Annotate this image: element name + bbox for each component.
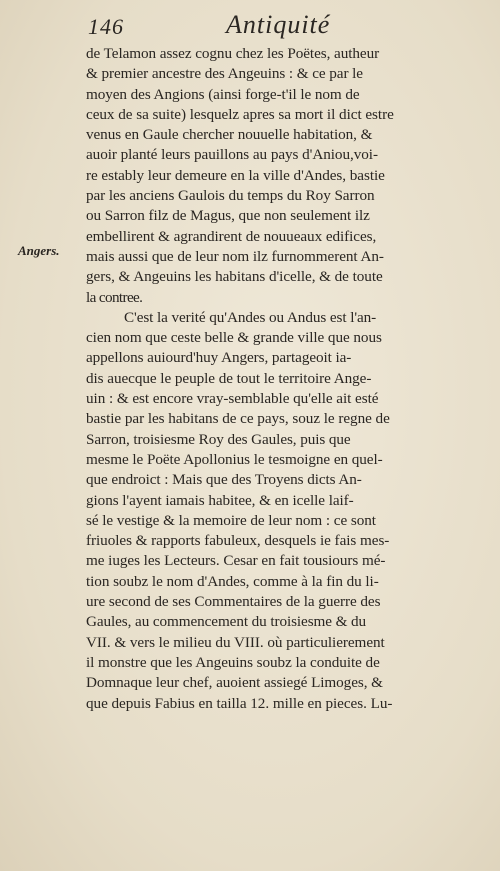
text-line: cien nom que ceste belle & grande ville que nous — [86, 329, 382, 347]
text-line: ceux de sa suite) lesquelz apres sa mort il dict estre — [86, 105, 394, 123]
text-line: il monstre que les Angeuins soubz la conduite de — [86, 653, 380, 671]
text-line: moyen des Angions (ainsi forge-t'il le nom de — [86, 85, 360, 103]
text-line: & premier ancestre des Angeuins : & ce par le — [86, 65, 363, 83]
text-line: embellirent & agrandirent de nouueaux edifices, — [86, 227, 377, 245]
text-line: Domnaque leur chef, auoient assiegé Limoges, & — [86, 674, 383, 692]
text-line: friuoles & rapports fabuleux, desquels ie fais mes- — [86, 532, 390, 550]
text-line: que endroict : Mais que des Troyens dicts An- — [86, 471, 362, 489]
text-line: tion soubz le nom d'Andes, comme à la fin du li- — [86, 572, 379, 590]
text-line: ure second de ses Commentaires de la guerre des — [86, 593, 381, 611]
text-line: appellons auiourd'huy Angers, partageoit ia- — [86, 349, 352, 367]
text-line: C'est la verité qu'Andes ou Andus est l'an- — [124, 308, 377, 326]
text-line: que depuis Fabius en tailla 12. mille en pieces. Lu- — [86, 694, 393, 712]
text-line: mesme le Poëte Apollonius le tesmoigne en quel- — [86, 450, 383, 468]
text-line: bastie par les habitans de ce pays, souz le regne de — [86, 410, 390, 428]
running-head — [0, 4, 500, 44]
text-line: uin : & est encore vray-semblable qu'elle ait esté — [86, 390, 379, 408]
body-text — [86, 44, 500, 714]
running-title: Antiquité — [226, 10, 331, 39]
text-line: dis auecque le peuple de tout le territoire Ange- — [86, 369, 372, 387]
text-line: gers, & Angeuins les habitans d'icelle, & de toute — [86, 268, 383, 286]
text-line: Sarron, troisiesme Roy des Gaules, puis que — [86, 430, 351, 448]
text-line: VII. & vers le milieu du VIII. où particulierement — [86, 633, 385, 651]
page-number: 146 — [88, 14, 124, 39]
text-line: auoir planté leurs pauillons au pays d'Aniou,voi- — [86, 146, 378, 164]
text-line: mais aussi que de leur nom ilz furnommerent An- — [86, 247, 384, 265]
text-line: par les anciens Gaulois du temps du Roy Sarron — [86, 187, 375, 205]
text-line: venus en Gaule chercher nouuelle habitation, & — [86, 126, 373, 144]
text-line: gions l'ayent iamais habitee, & en icelle laif- — [86, 491, 354, 509]
text-line: sé le vestige & la memoire de leur nom : ce sont — [86, 511, 376, 529]
text-line: la contree. — [86, 288, 143, 306]
margin-note: Angers. — [18, 243, 60, 258]
text-line: me iuges les Lecteurs. Cesar en fait tousiours mé- — [86, 552, 386, 570]
text-line: ou Sarron filz de Magus, que non seulement ilz — [86, 207, 370, 225]
text-line: de Telamon assez cognu chez les Poëtes, autheur — [86, 45, 380, 62]
text-line: Gaules, au commencement du troisiesme & du — [86, 613, 367, 631]
text-line: re estably leur demeure en la ville d'Andes, bastie — [86, 166, 385, 184]
